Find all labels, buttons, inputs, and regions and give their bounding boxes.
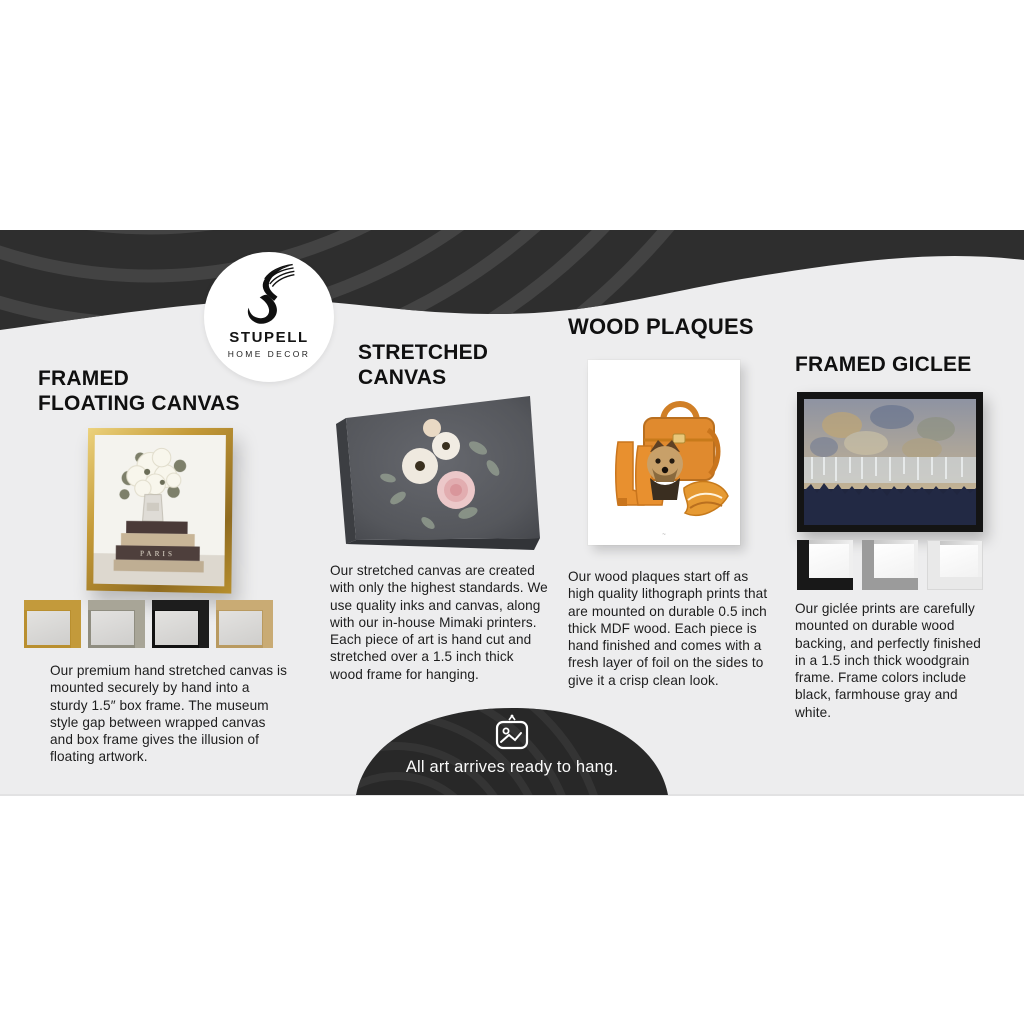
frame-swatch-farmhouse-gray — [862, 540, 918, 590]
yorkie-dog — [647, 440, 683, 500]
frame-swatch-champagne — [216, 600, 273, 648]
heading-stretched-canvas — [358, 340, 488, 390]
abstract-navy-gold-artwork — [804, 399, 976, 525]
wood-plaque-product-image — [588, 360, 740, 545]
giclee-frame-swatches — [797, 540, 983, 590]
footer-message-block — [356, 706, 668, 795]
framed-giclee-description: Our giclée prints are carefully mounted on durable wood backing, and perfectly finished in a 1.5 inch thick woodgrain frame. Frame colors include black, farmhouse gray and white. — [795, 601, 981, 720]
floating-frame-swatches — [24, 600, 276, 648]
floral-paris-artwork — [93, 435, 226, 586]
orange-bag-dog-artwork — [588, 360, 740, 545]
stupell-s-swoosh-icon — [241, 262, 297, 328]
heading-line: CANVAS — [358, 366, 447, 390]
stretched-canvas-product-image — [328, 388, 548, 563]
brand-tagline: HOME DECOR — [227, 349, 311, 359]
heading-framed-giclee: FRAMED GICLEE — [795, 353, 972, 376]
heading-line: FLOATING CANVAS — [38, 392, 240, 416]
framed-picture-icon — [489, 714, 535, 756]
frame-swatch-black — [797, 540, 853, 590]
canvas-bottom-edge — [346, 538, 540, 550]
heading-line: FRAMED — [38, 367, 130, 390]
heading-framed-floating-canvas — [38, 366, 240, 416]
frame-swatch-black — [152, 600, 209, 648]
frame-swatch-silver — [88, 600, 145, 648]
wood-plaques-description: Our wood plaques start off as high quality lithograph prints that are mounted on durable 0.5 inch thick MDF wood. Each piece is hand finished and comes with a fresh layer of foil on the sides to give it a crisp clean look. — [568, 569, 768, 688]
glass-vase — [143, 494, 164, 521]
pink-rose — [437, 471, 475, 509]
footer-message: All art arrives ready to hang. — [405, 758, 619, 776]
frame-swatch-gold — [24, 600, 81, 648]
artist-signature: ~ — [662, 532, 666, 538]
floating-canvas-description: Our premium hand stretched canvas is mounted securely by hand into a sturdy 1.5″ box frame. The museum style gap between wrapped canvas and box frame gives the illusion of floating artwork. — [50, 663, 288, 765]
frame-swatch-white — [927, 540, 983, 590]
navy-treeline — [804, 483, 976, 525]
canvas-face — [346, 396, 540, 540]
heading-line: STRETCHED — [358, 341, 489, 364]
paris-book-title: PARIS — [140, 549, 176, 559]
floating-canvas-product-image — [86, 428, 233, 594]
stretched-canvas-description: Our stretched canvas are created with only the highest standards. We use quality inks and canvas, along with our in-house Mimaki printers. Each piece of art is hand cut and stretched over a 1.5 inch thick wood frame for hanging. — [330, 563, 548, 682]
top-wave-shape — [0, 230, 1024, 340]
heading-wood-plaques: WOOD PLAQUES — [568, 314, 754, 339]
brand-name: STUPELL — [229, 329, 309, 346]
brand-logo-badge — [204, 252, 334, 382]
framed-giclee-product-image — [797, 392, 983, 532]
